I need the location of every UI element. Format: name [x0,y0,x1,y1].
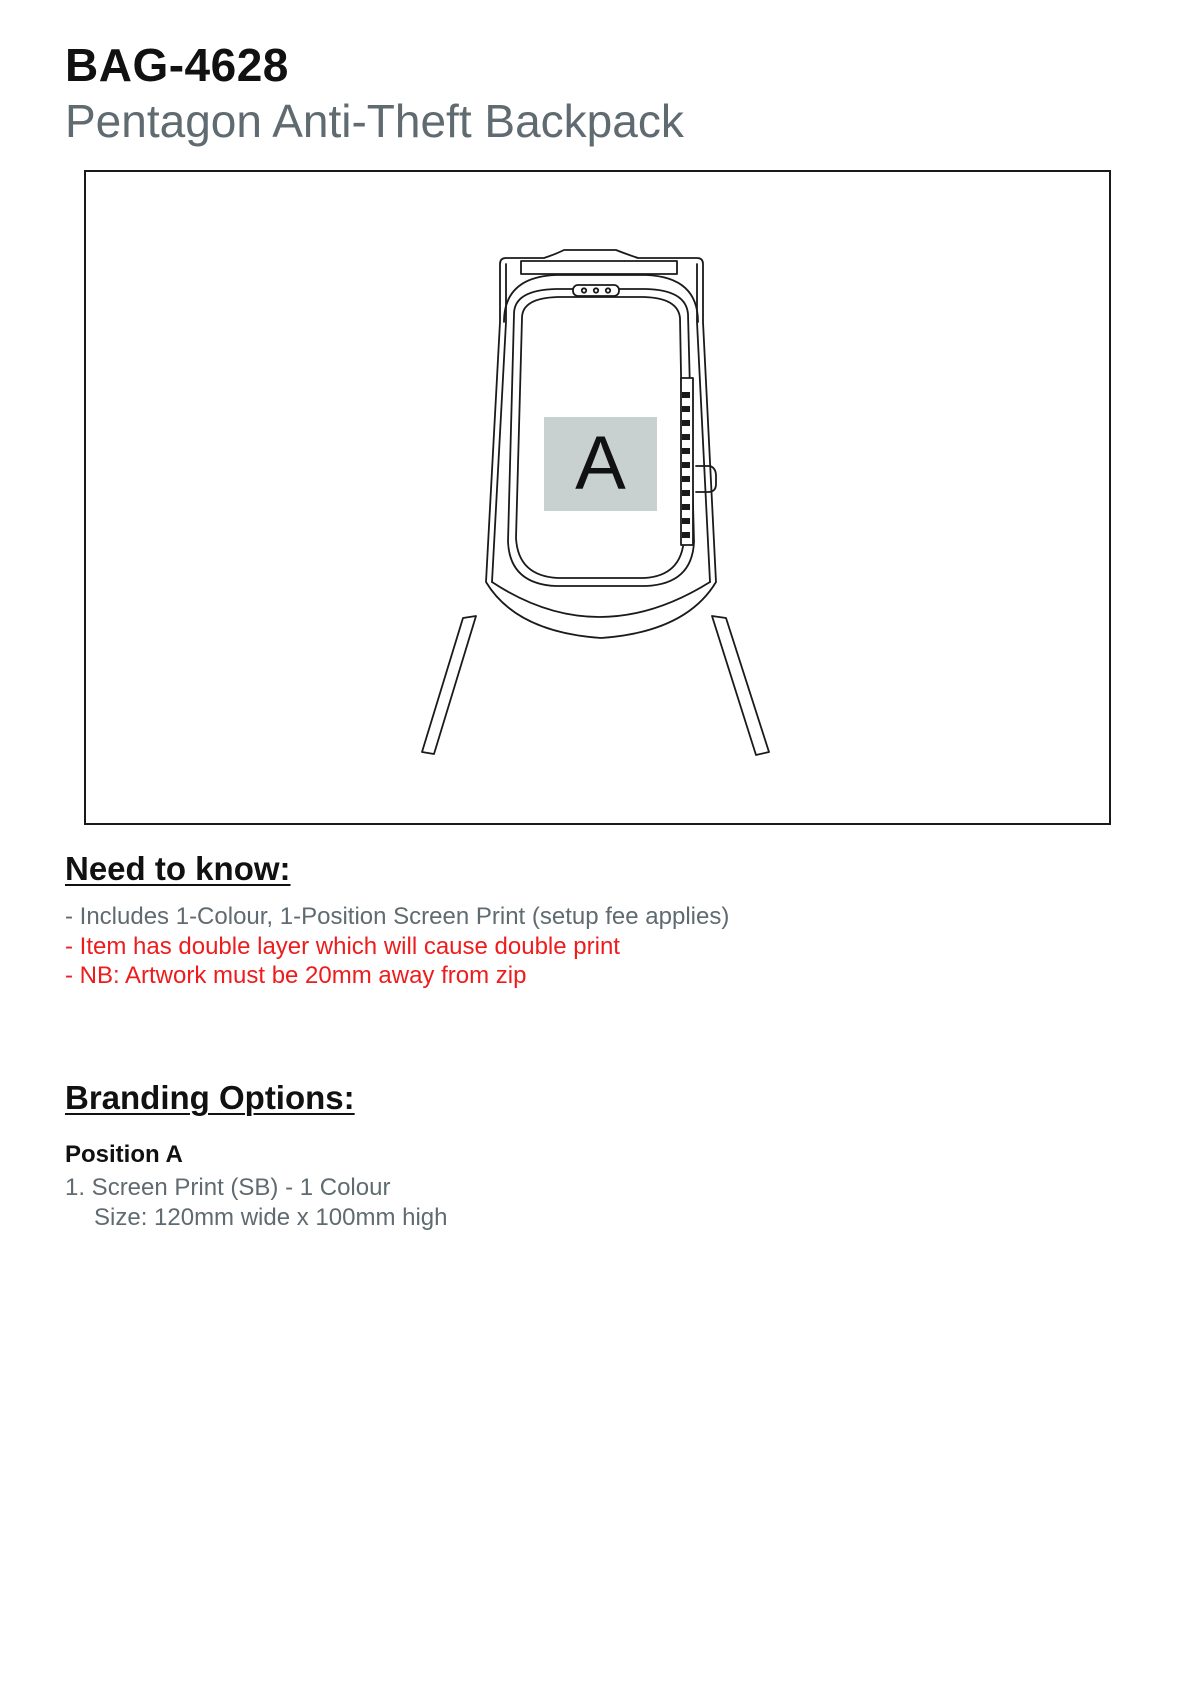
print-method: 1. Screen Print (SB) - 1 Colour [65,1174,391,1201]
need-to-know-list [65,902,729,991]
product-name: Pentagon Anti-Theft Backpack [65,95,684,147]
position-a-title: Position A [65,1141,183,1168]
position-a-details [65,1173,447,1232]
note-item: - Includes 1-Colour, 1-Position Screen Print (setup fee applies) [65,903,730,930]
product-code: BAG-4628 [65,39,289,91]
print-size: Size: 120mm wide x 100mm high [94,1203,448,1231]
branding-options-heading: Branding Options: [65,1079,355,1116]
note-item-warning: - NB: Artwork must be 20mm away from zip [65,962,527,989]
need-to-know-heading: Need to know: [65,850,291,887]
product-image-frame [84,170,1111,825]
print-position-a-marker: A [544,417,657,511]
note-item-warning: - Item has double layer which will cause double print [65,932,620,960]
